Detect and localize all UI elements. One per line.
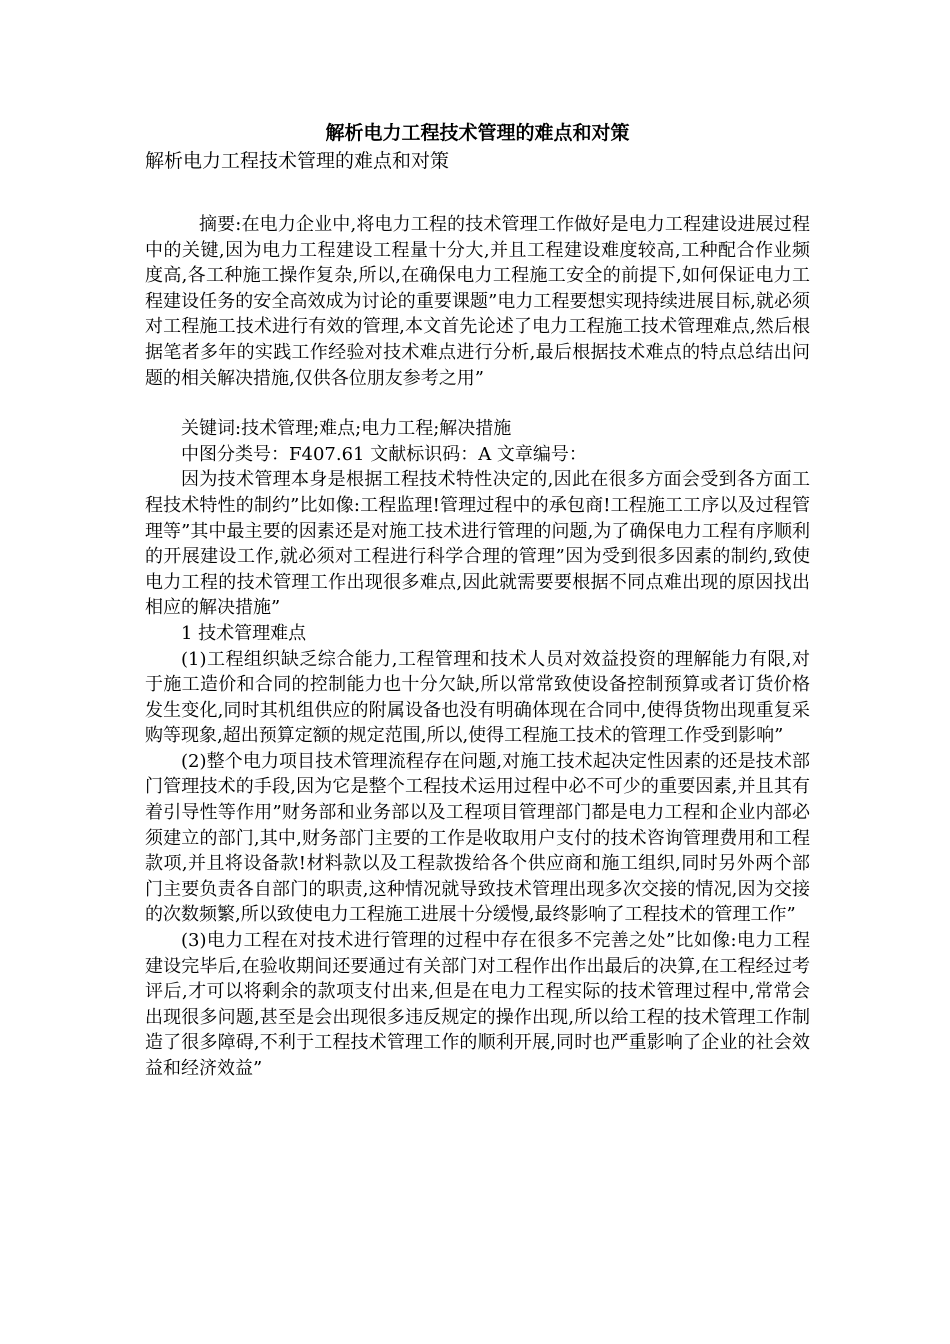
section-heading: 1 技术管理难点 <box>181 622 307 644</box>
abstract-paragraph: 摘要:在电力企业中,将电力工程的技术管理工作做好是电力工程建设进展过程中的关键,因为电力工程建设工程量十分大,并且工程建设难度较高,工种配合作业频度高,各工种施工操作复杂,所以,在确保电力工程施工安全的前提下,如何保证电力工程建设任务的安全高效成为讨论的重要课题”电力工程要想实现持续进展目标,就必须对工程施工技术进行有效的管理,本文首先论述了电力工程施工技术管理难点,然后根据笔者多年的实践工作经验对技术难点进行分析,最后根据技术难点的特点总结出问题的相关解决措施,仅供各位朋友参考之用” <box>145 214 810 389</box>
keywords-line: 关键词:技术管理;难点;电力工程;解决措施 <box>181 418 512 440</box>
document-title: 解析电力工程技术管理的难点和对策 <box>325 122 630 144</box>
document-subtitle: 解析电力工程技术管理的难点和对策 <box>145 150 450 172</box>
spacer <box>145 174 810 212</box>
point-1-paragraph: (1)工程组织缺乏综合能力,工程管理和技术人员对效益投资的理解能力有限,对于施工造价和合同的控制能力也十分欠缺,所以常常致使设备控制预算或者订货价格发生变化,同时其机组供应的附属设备也没有明确体现在合同中,使得货物出现重复采购等现象,超出预算定额的规定范围,所以,使得工程施工技术的管理工作受到影响” <box>145 648 810 747</box>
classification-line: 中图分类号：F407.61 文献标识码：A 文章编号： <box>181 443 587 465</box>
intro-paragraph: 因为技术管理本身是根据工程技术特性决定的,因此在很多方面会受到各方面工程技术特性的制约”比如像:工程监理!管理过程中的承包商!工程施工工序以及过程管理等”其中最主要的因素还是对施工技术进行管理的问题,为了确保电力工程有序顺利的开展建设工作,就必须对工程进行科学合理的管理”因为受到很多因素的制约,致使电力工程的技术管理工作出现很多难点,因此就需要要根据不同点难出现的原因找出相应的解决措施” <box>145 469 810 619</box>
point-3-paragraph: (3)电力工程在对技术进行管理的过程中存在很多不完善之处”比如像:电力工程建设完毕后,在验收期间还要通过有关部门对工程作出作出最后的决算,在工程经过考评后,才可以将剩余的款项支付出来,但是在电力工程实际的技术管理过程中,常常会出现很多问题,甚至是会出现很多违反规定的操作出现,所以给工程的技术管理工作制造了很多障碍,不利于工程技术管理工作的顺利开展,同时也严重影响了企业的社会效益和经济效益” <box>145 930 810 1079</box>
document-page <box>145 118 810 1082</box>
point-2-paragraph: (2)整个电力项目技术管理流程存在问题,对施工技术起决定性因素的还是技术部门管理技术的手段,因为它是整个工程技术运用过程中必不可少的重要因素,并且其有着引导性等作用”财务部和业务部以及工程项目管理部门都是电力工程和企业内部必须建立的部门,其中,财务部门主要的工作是收取用户支付的技术咨询管理费用和工程款项,并且将设备款!材料款以及工程款拨给各个供应商和施工组织,同时另外两个部门主要负责各自部门的职责,这种情况就导致技术管理出现多次交接的情况,因为交接的次数频繁,所以致使电力工程施工进展十分缓慢,最终影响了工程技术的管理工作” <box>145 750 810 926</box>
spacer <box>145 391 810 416</box>
